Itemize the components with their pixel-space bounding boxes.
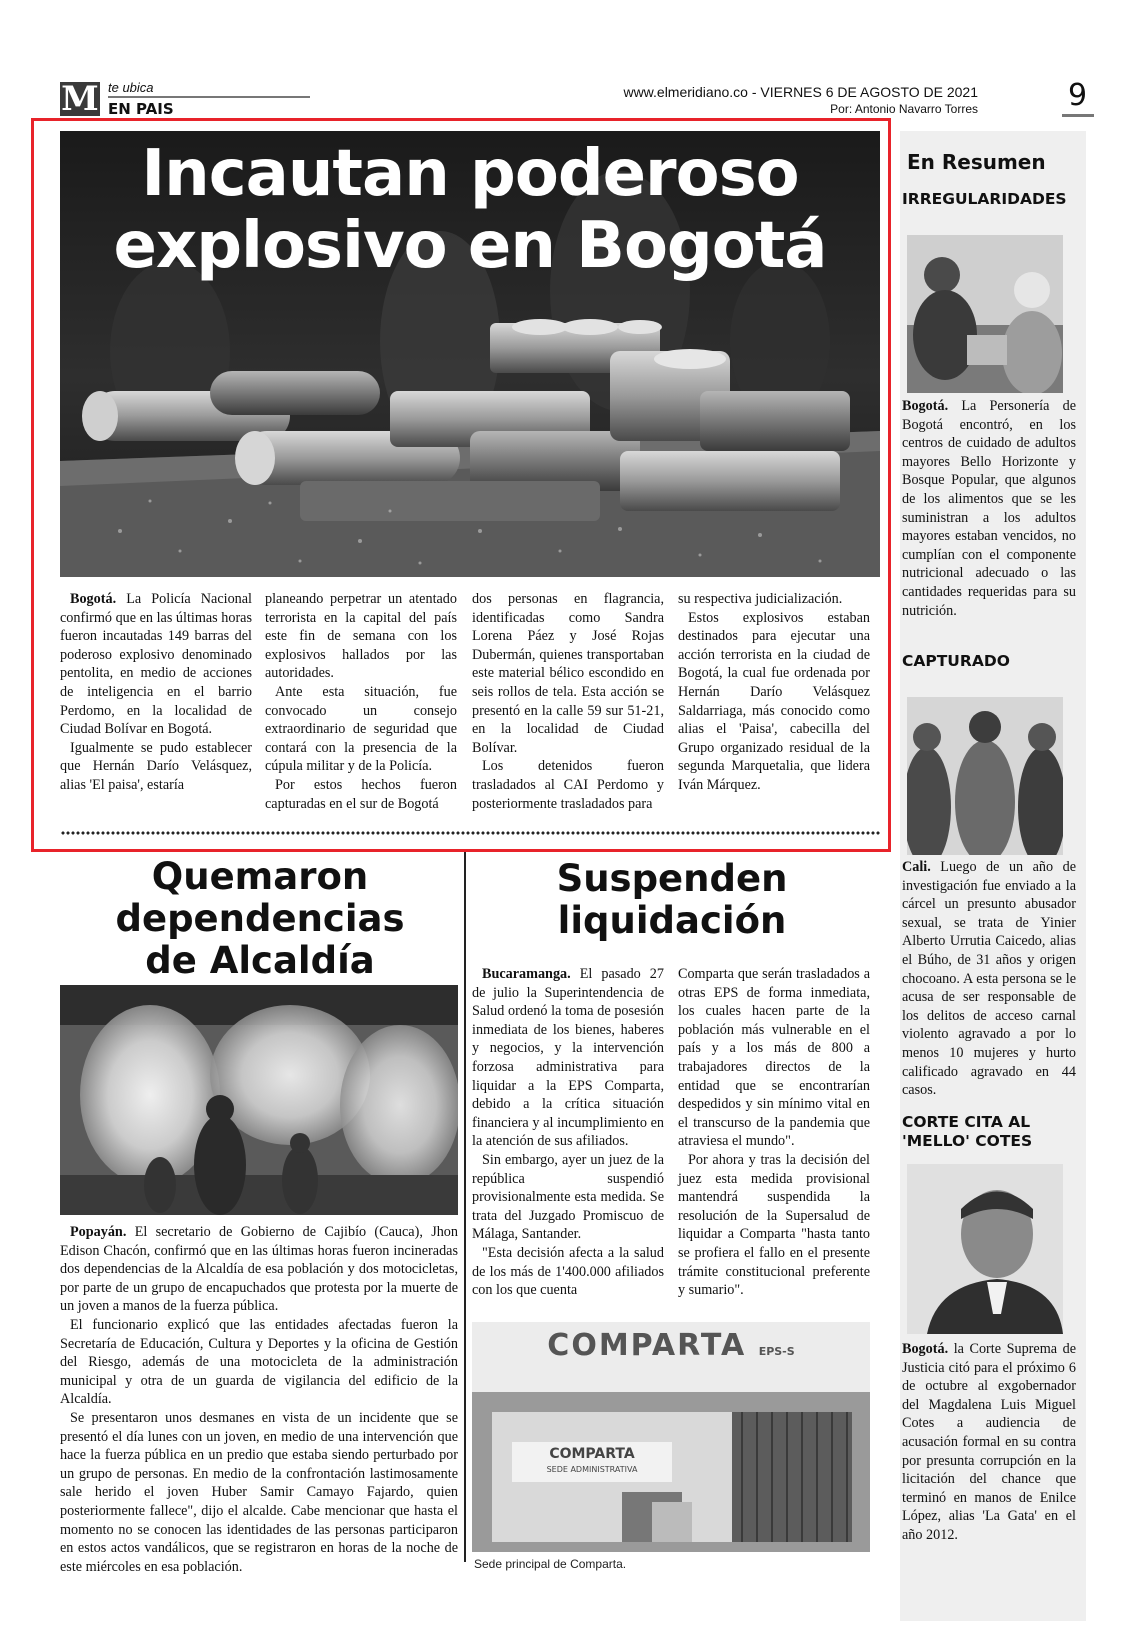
comparta-sign	[472, 1328, 870, 1363]
highlight-frame	[31, 118, 891, 852]
dateline: www.elmeridiano.co - VIERNES 6 DE AGOSTO DE 2021	[623, 84, 978, 100]
sidebar-item2-heading: CAPTURADO	[902, 652, 1010, 670]
sidebar-item3-text	[902, 1340, 1076, 1545]
paragraph: Sin embargo, ayer un juez de la república suspendió provisionalmente esta medida. Se trata del Juzgado Promiscuo de Málaga, Santander.	[472, 1151, 664, 1243]
section-label: EN PAIS	[108, 100, 174, 118]
paragraph: Los detenidos fueron trasladados al CAI Perdomo y posteriormente trasladados para	[472, 758, 664, 812]
quemaron-headline-line2: dependencias	[115, 897, 405, 940]
paragraph: El funcionario explicó que las entidades afectadas fueron la Secretaría de Educación, Cultura y Deportes y la oficina de Gestión del Riesgo, además de una motocicleta de la administración municipal y otra de un guarda de vigilancia del edificio de la Alcaldía.	[60, 1316, 458, 1408]
arrest-illustration	[907, 697, 1063, 855]
sidebar-item2-dateline: Cali.	[902, 859, 931, 875]
column-divider	[464, 852, 466, 1562]
quemaron-headline-line3: de Alcaldía	[145, 939, 375, 982]
paragraph: "Esta decisión afecta a la salud de los más de 1'400.000 afiliados con los que cuenta	[472, 1244, 664, 1299]
page-number-rule	[1062, 114, 1094, 117]
paragraph: Igualmente se pudo establecer que Hernán Darío Velásquez, alias 'El paisa', estaría	[60, 739, 252, 793]
paragraph: Luego de un año de investigación fue enviado a la cárcel un presunto abusador sexual, se trata de Yinier Alberto Urrutia Caicedo, alias el Búho, de 31 años y origen chocoano. A esta persona se le acusa de ser responsable de los delitos de acceso carnal violento agravado a por lo menos 10 mujeres y hurto calificado agravado en 44 casos.	[902, 859, 1077, 1099]
main-headline-line2: explosivo en Bogotá	[113, 209, 827, 283]
sidebar-item3-heading	[902, 1113, 1032, 1151]
quemaron-dateline: Popayán.	[70, 1224, 127, 1240]
paragraph: La Policía Nacional confirmó que en las últimas horas fueron incautadas 149 barras del poderoso explosivo denominado pentolita, en medio de acciones de inteligencia en el barrio Perdomo, en la localidad de Ciudad Bolívar en Bogotá.	[60, 591, 253, 738]
fire-illustration	[60, 985, 458, 1215]
paragraph: Por ahora y tras la decisión del juez esta medida provisional mantendrá suspendida la resolución de la Supersalud de liquidar a Comparta "hasta tanto se profiera el fallo en el presente trámite constitucional preferente y sumario".	[678, 1151, 870, 1299]
sidebar-item1-heading: IRREGULARIDADES	[902, 190, 1067, 208]
paragraph: Se presentaron unos desmanes en vista de un incidente que se presentó el día lunes con un joven, en medio de una intervención que hace la fuerza pública en un predio que estaba siendo perturbado por un grupo de personas. En medio de la confrontación lastimosamente sale herido el joven Huber Samir Camayo Fajardo, quien posteriormente fallece", dijo el alcalde. Cabe mencionar que hasta el momento no se conocen las identidades de las personas participaron en estos actos vandálicos, que se registraron en horas de la noche de este miércoles en esa población.	[60, 1409, 458, 1575]
comparta-sign-text: COMPARTA	[547, 1328, 747, 1363]
section-label-small: te ubica	[108, 80, 154, 95]
comparta-photo	[472, 1322, 870, 1552]
paragraph: Estos explosivos estaban destinados para ejecutar una acción terrorista en la ciudad de Bogotá, la cual fue ordenada por Hernán Darío Velásquez Saldarriaga, más conocido como alias el 'Paisa', cabecilla del Grupo organizado residual de la segunda Marquetalia, que lidera Iván Márquez.	[678, 609, 870, 793]
paragraph: El pasado 27 de julio la Superintendencia de Salud ordenó la toma de posesión inmediata de los bienes, haberes y negocios, y la intervención forzosa administrativa para liquidar a la EPS Comparta, debido a la crítica situación financiera y al incumplimiento en la atención de sus afiliados.	[472, 966, 664, 1150]
paragraph: Por estos hechos fueron capturadas en el sur de Bogotá	[265, 776, 457, 812]
quemaron-headline-line1: Quemaron	[151, 855, 369, 898]
sidebar-item1-text	[902, 397, 1076, 620]
suspenden-headline-line2: liquidación	[557, 899, 787, 942]
comparta-sign-small: EPS-S	[758, 1345, 795, 1358]
page-number: 9	[1068, 78, 1088, 113]
elderly-care-illustration	[907, 235, 1063, 393]
paragraph: La Personería de Bogotá encontró, en los centros de cuidado de adultos mayores Bello Horizonte y Bosque Popular, que algunos de los alimentos que se les suministran a los adultos mayores estaban vencidos, no cumplían con el componente nutricional adecuado o las cantidades requeridas para su nutrición.	[902, 398, 1076, 619]
paragraph: la Corte Suprema de Justicia citó para el próximo 6 de octubre al exgobernador del Magdalena Luis Miguel Cotes a audiencia de acusación formal en su contra por presunta corrupción en la licitación del chance que terminó en manos de Enilce López, alias 'La Gata' en el año 2012.	[902, 1341, 1076, 1543]
section-rule	[108, 96, 310, 98]
suspenden-column-2	[678, 965, 870, 1300]
comparta-inner-subsign: SEDE ADMINISTRATIVA	[546, 1465, 638, 1474]
quemaron-body	[60, 1223, 458, 1576]
arrest-photo	[907, 697, 1063, 855]
quemaron-headline	[60, 856, 460, 982]
paragraph: El secretario de Gobierno de Cajibío (Cauca), Jhon Edison Chacón, confirmó que en las últimas horas fueron incineradas dos dependencias de la Alcaldía de esa población y dos motocicletas, por parte de un grupo de encapuchados que protesta por la muerte de un joven a manos de la fuerza pública.	[60, 1224, 458, 1315]
paragraph: Ante esta situación, fue convocado un consejo extraordinario de seguridad que contará con la presencia de la cúpula militar y de la Policía.	[265, 683, 457, 775]
paragraph: dos personas en flagrancia, identificadas como Sandra Lorena Páez y José Rojas Dubermán, quienes transportaban este material bélico escondido en seis rollos de tela. Esta acción se presentó en la calle 59 sur 51-21, en la localidad de Ciudad Bolívar.	[472, 591, 664, 756]
byline: Por: Antonio Navarro Torres	[830, 102, 978, 116]
suspenden-headline-line1: Suspenden	[556, 857, 788, 900]
sidebar-item2-text	[902, 858, 1076, 1100]
suspenden-headline	[472, 858, 872, 942]
paragraph: su respectiva judicialización.	[678, 591, 843, 607]
suspenden-dateline: Bucaramanga.	[482, 966, 571, 982]
portrait-illustration	[907, 1164, 1063, 1334]
paragraph: planeando perpetrar un atentado terrorista en la capital del país este fin de semana con los explosivos hallados por las autoridades.	[265, 591, 457, 682]
photo-caption: Sede principal de Comparta.	[474, 1557, 627, 1571]
main-headline-line1: Incautan poderoso	[141, 137, 799, 211]
cotes-portrait-photo	[907, 1164, 1063, 1334]
sidebar-title: En Resumen	[907, 150, 1046, 174]
comparta-inner-sign: COMPARTA	[549, 1446, 635, 1462]
newspaper-logo: M	[61, 79, 99, 119]
sidebar-item1-dateline: Bogotá.	[902, 398, 949, 414]
sidebar-item3-heading-line2: 'MELLO' COTES	[902, 1132, 1033, 1150]
paragraph: Comparta que serán trasladados a otras EPS de forma inmediata, los cuales hacen parte de la población más vulnerable en el país y a los más de 800 a trabajadores directos de la entidad que se encontrarían despedidos y sin mínimo vital en el transcurso de la pandemia que atraviesa el mundo".	[678, 966, 870, 1150]
sidebar-item3-dateline: Bogotá.	[902, 1341, 949, 1357]
fire-photo	[60, 985, 458, 1215]
main-story-dateline: Bogotá.	[70, 591, 117, 607]
elderly-care-photo	[907, 235, 1063, 393]
sidebar-item3-heading-line1: CORTE CITA AL	[902, 1113, 1031, 1131]
suspenden-column-1	[472, 965, 664, 1300]
